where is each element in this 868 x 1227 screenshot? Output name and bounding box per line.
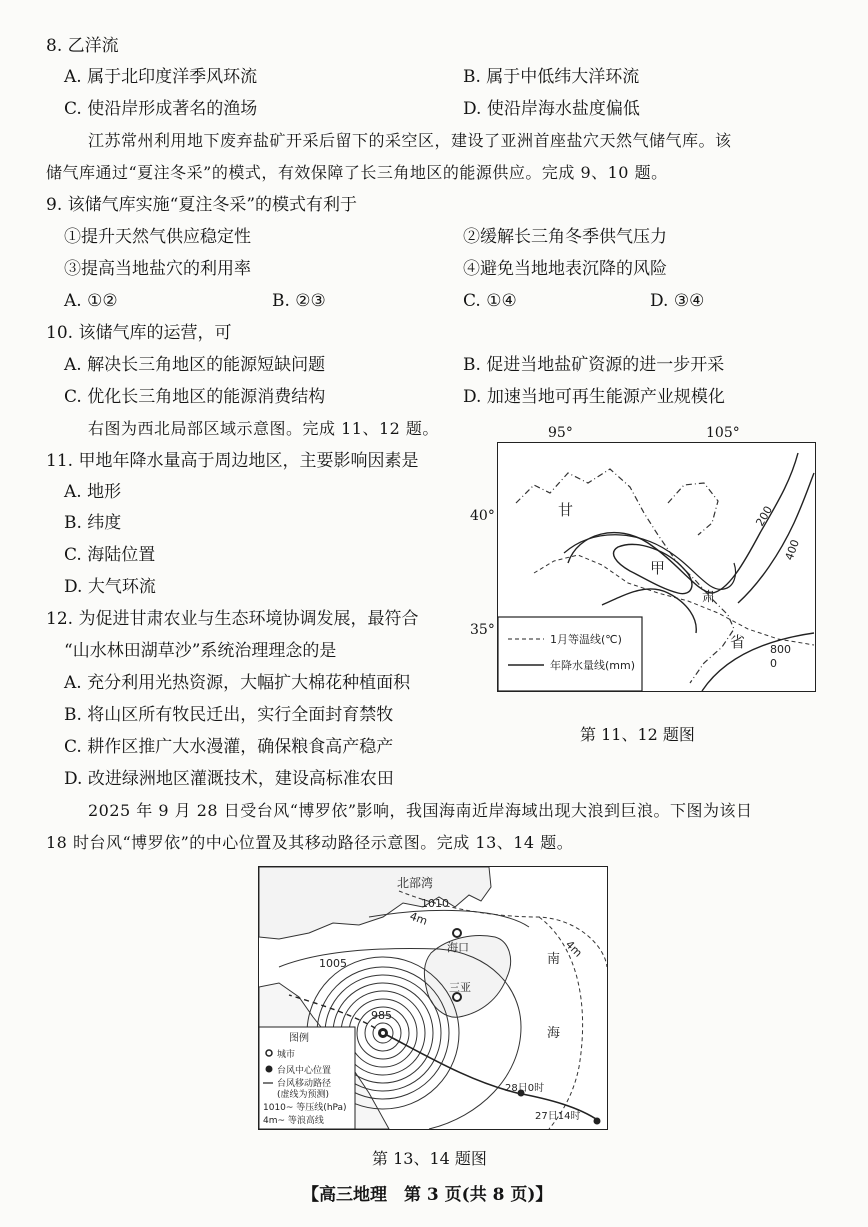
- map1-lon-105: 105°: [706, 425, 740, 441]
- precip-400-label: 400: [782, 537, 803, 563]
- q9-statement-2: ②缓解长三角冬季供气压力: [463, 227, 667, 247]
- map1-caption: 第 11、12 题图: [580, 725, 695, 744]
- legend-title: 图例: [289, 1033, 309, 1044]
- province-boundary-east: [668, 483, 718, 535]
- q12-option-c: C. 耕作区推广大水漫灌，确保粮食高产稳产: [64, 737, 394, 757]
- isobar-1005-label: 1005: [319, 957, 347, 970]
- legend-precip-label: 年降水量线(mm): [550, 659, 636, 672]
- track-time-27: 27日14时: [535, 1111, 581, 1122]
- q9-statement-3: ③提高当地盐穴的利用率: [64, 259, 251, 279]
- q10-option-c: C. 优化长三角地区的能源消费结构: [64, 387, 326, 407]
- q9-statement-1: ①提升天然气供应稳定性: [64, 227, 251, 247]
- precip-200-label: 200: [753, 503, 776, 529]
- map1-lat-35: 35°: [470, 622, 495, 638]
- isotherm-0-label: 0: [770, 657, 777, 670]
- q9-option-c: C. ①④: [463, 291, 517, 311]
- q10-option-a: A. 解决长三角地区的能源短缺问题: [64, 355, 326, 375]
- q8-stem: 8. 乙洋流: [46, 36, 119, 56]
- nan-label: 南: [547, 952, 561, 967]
- q8-option-d: D. 使沿岸海水盐度偏低: [463, 99, 640, 119]
- precip-800-line: [702, 633, 814, 691]
- map1-lat-40: 40°: [470, 508, 495, 524]
- q11-option-a: A. 地形: [64, 482, 122, 502]
- intro-13-14-line2: 18 时台风“博罗依”的中心位置及其移动路径示意图。完成 13、14 题。: [46, 833, 574, 852]
- legend-center: 台风中心位置: [277, 1066, 332, 1076]
- q9-option-d: D. ③④: [650, 291, 705, 311]
- q8-option-b: B. 属于中低纬大洋环流: [463, 67, 640, 87]
- q12-stem-line2: “山水林田湖草沙”系统治理理念的是: [64, 641, 337, 661]
- map1-lon-95: 95°: [548, 425, 573, 441]
- q10-option-b: B. 促进当地盐矿资源的进一步开采: [463, 355, 725, 375]
- precip-800-label: 800: [770, 643, 791, 656]
- legend-city-icon: [266, 1050, 272, 1056]
- q10-stem: 10. 该储气库的运营，可: [46, 323, 232, 343]
- isobar-985-label: 985: [371, 1009, 392, 1022]
- haikou-dot: [453, 929, 461, 937]
- q11-option-c: C. 海陆位置: [64, 545, 156, 565]
- q9-stem: 9. 该储气库实施“夏注冬采”的模式有利于: [46, 195, 358, 215]
- page-footer: 【高三地理 第 3 页(共 8 页)】: [302, 1185, 553, 1205]
- legend-center-icon: [266, 1066, 273, 1073]
- legend-isotherm-label: 1月等温线(℃): [550, 633, 622, 646]
- q12-stem-line1: 12. 为促进甘肃农业与生态环境协调发展，最符合: [46, 609, 419, 629]
- map2-caption: 第 13、14 题图: [372, 1149, 487, 1168]
- intro-13-14-line1: 2025 年 9 月 28 日受台风“博罗依”影响，我国海南近岸海域出现大浪到巨浪。下图为该日: [88, 801, 753, 820]
- northwest-region-map: [497, 442, 816, 692]
- q12-option-d: D. 改进绿洲地区灌溉技术，建设高标准农田: [64, 769, 394, 789]
- intro-11-12: 右图为西北局部区域示意图。完成 11、12 题。: [88, 419, 439, 438]
- isobar-1010: [369, 910, 529, 927]
- q8-option-c: C. 使沿岸形成著名的渔场: [64, 99, 258, 119]
- q11-option-b: B. 纬度: [64, 513, 122, 533]
- q10-option-d: D. 加速当地可再生能源产业规模化: [463, 387, 725, 407]
- isobar-1010-label: 1010: [421, 897, 449, 910]
- northwest-map-svg: [498, 443, 815, 691]
- wave-4m-label-b: 4m: [562, 937, 585, 960]
- legend-city: 城市: [277, 1050, 296, 1060]
- q12-option-b: B. 将山区所有牧民迁出，实行全面封育禁牧: [64, 705, 394, 725]
- map1-legend-box: [498, 617, 642, 691]
- beibuwan-label: 北部湾: [397, 876, 434, 890]
- wave-4m-label-a: 4m: [407, 909, 430, 928]
- haikou-label: 海口: [447, 941, 469, 954]
- intro-9-10-line2: 储气库通过“夏注冬采”的模式，有效保障了长三角地区的能源供应。完成 9、10 题。: [46, 163, 668, 182]
- legend-wave: 4m~ 等浪高线: [263, 1116, 324, 1126]
- q8-option-a: A. 属于北印度洋季风环流: [64, 67, 258, 87]
- intro-9-10-line1: 江苏常州利用地下废弃盐矿开采后留下的采空区，建设了亚洲首座盐穴天然气储气库。该: [88, 131, 732, 150]
- q12-option-a: A. 充分利用光热资源，大幅扩大棉花种植面积: [64, 673, 411, 693]
- legend-path-1: 台风移动路径: [277, 1079, 332, 1089]
- legend-isobar: 1010~ 等压线(hPa): [263, 1103, 347, 1113]
- q11-option-d: D. 大气环流: [64, 577, 156, 597]
- q9-option-b: B. ②③: [272, 291, 326, 311]
- track-point-27: [594, 1118, 601, 1125]
- typhoon-center-eye: [381, 1031, 385, 1035]
- jia-label: 甲: [650, 559, 666, 577]
- sanya-dot: [453, 993, 461, 1001]
- sanya-label: 三亚: [449, 981, 471, 994]
- q9-statement-4: ④避免当地地表沉降的风险: [463, 259, 667, 279]
- q9-option-a: A. ①②: [64, 291, 118, 311]
- legend-path-2: (虚线为预测): [277, 1090, 330, 1100]
- typhoon-map-svg: [259, 867, 607, 1129]
- track-time-28: 28日0时: [505, 1083, 545, 1094]
- hai-label: 海: [547, 1026, 561, 1041]
- sheng-label: 省: [730, 633, 746, 651]
- su-label: 肃: [702, 590, 716, 605]
- gan-label: 甘: [558, 501, 574, 519]
- q11-stem: 11. 甲地年降水量高于周边地区，主要影响因素是: [46, 451, 419, 471]
- precip-400-line: [738, 473, 814, 603]
- typhoon-track-map: [258, 866, 608, 1130]
- typhoon-track: [383, 1033, 599, 1121]
